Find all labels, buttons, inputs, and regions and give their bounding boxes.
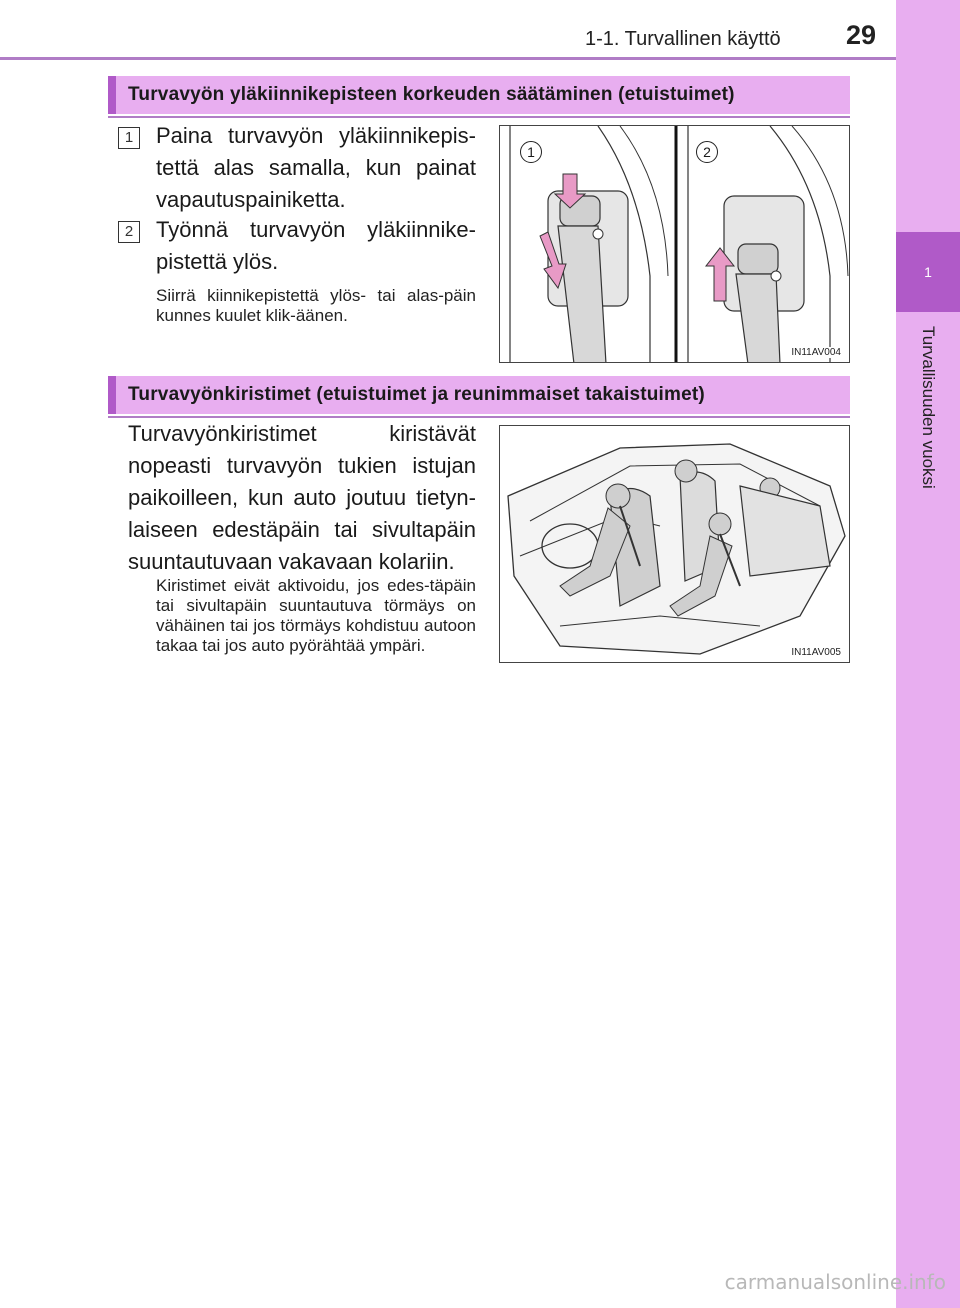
section2-body: Turvavyönkiristimet kiristävät nopeasti turvavyön tukien istujan paikoilleen, kun auto joutuu tietyn-laiseen edestäpäin tai sivultapäin suuntautuvaan vakavaan kolariin.	[128, 421, 476, 574]
section-heading-text: Turvavyönkiristimet (etuistuimet ja reunimmaiset takaistuimet)	[128, 384, 705, 405]
watermark: carmanualsonline.info	[724, 1270, 946, 1294]
chapter-title-vertical	[900, 326, 956, 566]
chapter-title: Turvallisuuden vuoksi	[919, 326, 938, 489]
header-rule	[0, 57, 896, 60]
step-2-text: Työnnä turvavyön yläkiinnike-pistettä ylös.	[156, 217, 476, 274]
figure-id: IN11AV004	[791, 347, 841, 358]
chapter-side-tab	[896, 0, 960, 1308]
heading-accent-bar	[108, 76, 116, 114]
section-heading-pretensioners	[108, 376, 850, 414]
heading-accent-bar	[108, 376, 116, 414]
step-1-text: Paina turvavyön yläkiinnikepis-tettä alas samalla, kun painat vapautuspainiketta.	[156, 123, 476, 212]
car-interior-illustration	[500, 426, 850, 663]
step-number-badge: 2	[118, 221, 140, 243]
section-heading-text: Turvavyön yläkiinnikepisteen korkeuden säätäminen (etuistuimet)	[128, 84, 735, 105]
section1-note: Siirrä kiinnikepistettä ylös- tai alas-päin kunnes kuulet klik-äänen.	[156, 286, 476, 325]
heading-underline	[108, 116, 850, 118]
seatbelt-anchor-illustration	[500, 126, 850, 363]
callout-2: 2	[696, 141, 718, 163]
callout-1: 1	[520, 141, 542, 163]
page-number: 29	[846, 20, 877, 50]
section-heading-seatbelt-anchor	[108, 76, 850, 114]
step-number-badge: 1	[118, 127, 140, 149]
running-title: 1-1. Turvallinen käyttö	[585, 28, 781, 50]
figure-id: IN11AV005	[791, 647, 841, 658]
seatbelt-anchor-figure	[499, 125, 850, 363]
section2-note: Kiristimet eivät aktivoidu, jos edes-täpäin tai sivultapäin suuntautuva törmäys on vähäinen tai jos törmäys kohdistuu autoon takaa tai jos auto pyörähtää ympäri.	[156, 576, 476, 655]
chapter-number-tab: 1	[896, 232, 960, 312]
pretensioner-figure	[499, 425, 850, 663]
